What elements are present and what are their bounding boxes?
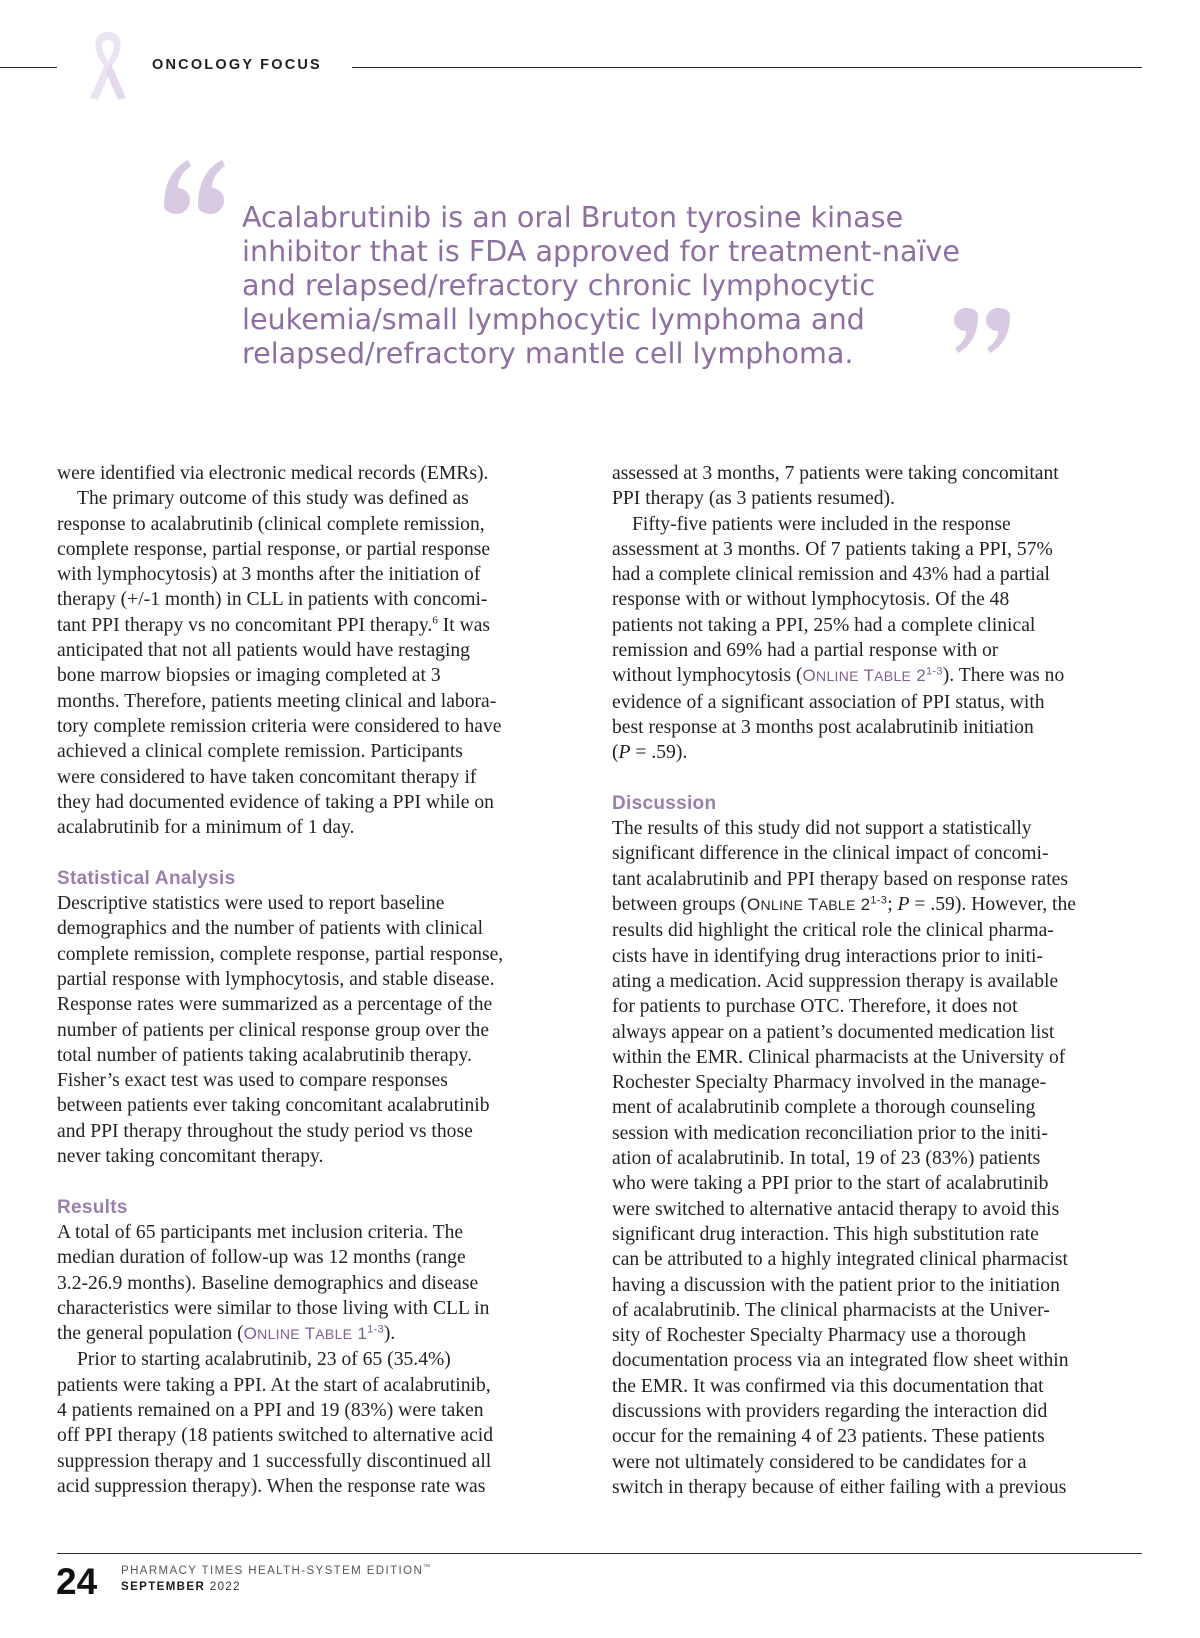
body-line: were considered to have taken concomitant therapy if <box>57 766 477 788</box>
header-rule-left <box>0 67 57 68</box>
body-line: The results of this study did not support a statistically <box>612 818 1032 840</box>
awareness-ribbon-icon <box>84 28 132 104</box>
body-line: Prior to starting acalabrutinib, 23 of 65 (35.4%) <box>77 1349 451 1371</box>
body-line: session with medication reconciliation prior to the initi- <box>612 1122 1048 1144</box>
body-line: for patients to purchase OTC. Therefore, it does not <box>612 996 1018 1018</box>
body-line: partial response with lymphocytosis, and stable disease. <box>57 968 495 990</box>
body-line: anticipated that not all patients would have restaging <box>57 640 470 662</box>
body-line: were identified via electronic medical records (EMRs). <box>57 463 489 484</box>
text-run: ; <box>887 894 898 916</box>
pull-quote-line: Acalabrutinib is an oral Bruton tyrosine kinase <box>242 200 904 234</box>
body-line: sity of Rochester Specialty Pharmacy use a thorough <box>612 1325 1027 1347</box>
body-line: total number of patients taking acalabrutinib therapy. <box>57 1044 472 1066</box>
body-line: Fifty-five patients were included in the response <box>632 513 1011 535</box>
ref-number: 1 <box>352 1324 368 1344</box>
body-line: and PPI therapy throughout the study period vs those <box>57 1120 473 1142</box>
p-value-symbol: P <box>897 894 910 916</box>
body-line: results did highlight the critical role the clinical pharma- <box>612 920 1054 942</box>
close-quote-icon <box>950 305 1012 357</box>
body-line: significant difference in the clinical impact of concomi- <box>612 843 1049 865</box>
ref-cap: T <box>858 666 875 686</box>
pull-quote-line: relapsed/refractory mantle cell lymphoma. <box>242 336 854 370</box>
body-line: having a discussion with the patient prior to the initiation <box>612 1274 1060 1296</box>
section-heading-statistical-analysis: Statistical Analysis <box>57 867 236 889</box>
body-line: of acalabrutinib. The clinical pharmacists at the Univer- <box>612 1299 1050 1321</box>
text-run: tant PPI therapy vs no concomitant PPI therapy. <box>57 614 433 636</box>
text-run: It was <box>437 614 491 636</box>
body-line: patients were taking a PPI. At the start of acalabrutinib, <box>57 1374 491 1396</box>
body-line: had a complete clinical remission and 43% had a partial <box>612 564 1050 586</box>
trademark-symbol: ™ <box>423 1564 432 1572</box>
body-line: Fisher’s exact test was used to compare responses <box>57 1070 448 1092</box>
body-line: Rochester Specialty Pharmacy involved in the manage- <box>612 1072 1047 1094</box>
body-line: within the EMR. Clinical pharmacists at the University of <box>612 1046 1066 1068</box>
body-line: they had documented evidence of taking a PPI while on <box>57 791 494 813</box>
body-line: The primary outcome of this study was defined as <box>77 488 469 510</box>
publication-title: PHARMACY TIMES HEALTH-SYSTEM EDITION <box>121 1565 424 1577</box>
section-heading-results: Results <box>57 1196 128 1218</box>
citation-superscript: 1-3 <box>925 665 943 678</box>
body-line <box>612 892 1147 918</box>
body-line: discussions with providers regarding the interaction did <box>612 1400 1048 1422</box>
body-line: number of patients per clinical response group over the <box>57 1019 490 1041</box>
body-line: acid suppression therapy). When the response rate was <box>57 1475 486 1497</box>
page-number: 24 <box>56 1561 98 1602</box>
body-line: A total of 65 participants met inclusion criteria. The <box>57 1221 464 1243</box>
body-line: never taking concomitant therapy. <box>57 1146 324 1168</box>
issue-date <box>121 1581 241 1593</box>
open-quote-icon <box>160 150 226 222</box>
body-line: therapy (+/-1 month) in CLL in patients with concomi- <box>57 589 488 611</box>
pull-quote-line: and relapsed/refractory chronic lymphocytic <box>242 268 876 302</box>
body-line: switch in therapy because of either failing with a previous <box>612 1476 1067 1498</box>
body-line: patients not taking a PPI, 25% had a complete clinical <box>612 614 1036 636</box>
pull-quote <box>242 200 1002 370</box>
body-line: response to acalabrutinib (clinical complete remission, <box>57 513 485 535</box>
ref-number: 2 <box>911 666 926 686</box>
right-column <box>612 461 1147 1500</box>
text-run: between groups ( <box>612 894 747 916</box>
body-line: PPI therapy (as 3 patients resumed). <box>612 488 895 510</box>
body-line: were not ultimately considered to be candidates for a <box>612 1451 1027 1473</box>
body-line: with lymphocytosis) at 3 months after the initiation of <box>57 564 481 586</box>
ref-smallcaps: NLINE <box>257 1326 300 1343</box>
body-line: assessed at 3 months, 7 patients were taking concomitant <box>612 463 1059 484</box>
body-line: the EMR. It was confirmed via this documentation that <box>612 1375 1044 1397</box>
text-run: = .59). <box>630 742 688 764</box>
body-line <box>612 740 1147 765</box>
left-column <box>57 461 585 1499</box>
text-run: ). There was no <box>942 665 1065 687</box>
ref-cap: T <box>803 895 819 915</box>
body-line: tant acalabrutinib and PPI therapy based on response rates <box>612 868 1068 890</box>
body-line: tory complete remission criteria were considered to have <box>57 715 502 737</box>
text-run: ( <box>612 742 619 764</box>
body-line: were switched to alternative antacid therapy to avoid this <box>612 1198 1060 1220</box>
body-line: best response at 3 months post acalabrutinib initiation <box>612 716 1034 738</box>
body-line <box>57 613 585 638</box>
body-line: can be attributed to a highly integrated clinical pharmacist <box>612 1249 1068 1271</box>
publication-name <box>121 1565 432 1577</box>
body-line: off PPI therapy (18 patients switched to alternative acid <box>57 1425 494 1447</box>
body-line: Descriptive statistics were used to report baseline <box>57 893 445 915</box>
issue-month: SEPTEMBER <box>121 1581 206 1593</box>
body-line: bone marrow biopsies or imaging completed at 3 <box>57 665 441 687</box>
body-line: evidence of a significant association of PPI status, with <box>612 691 1045 713</box>
ref-cap: O <box>746 895 761 915</box>
body-line: response with or without lymphocytosis. Of the 48 <box>612 589 1010 611</box>
pull-quote-line: inhibitor that is FDA approved for treatment-naïve <box>242 234 960 268</box>
body-line: significant drug interaction. This high substitution rate <box>612 1223 1039 1245</box>
citation-superscript: 6 <box>432 614 438 627</box>
paragraph-gap <box>57 1169 585 1194</box>
body-line: who were taking a PPI prior to the start of acalabrutinib <box>612 1173 1049 1195</box>
body-line: ment of acalabrutinib complete a thorough counseling <box>612 1097 1036 1119</box>
issue-year: 2022 <box>209 1581 241 1593</box>
p-value-symbol: P <box>618 742 631 764</box>
ref-smallcaps: ABLE <box>315 1326 353 1343</box>
body-line: ation of acalabrutinib. In total, 19 of 23 (83%) patients <box>612 1148 1041 1170</box>
body-line: months. Therefore, patients meeting clinical and labora- <box>57 690 497 712</box>
text-run: the general population ( <box>57 1323 244 1345</box>
text-run: = .59). However, the <box>909 894 1076 916</box>
body-line: complete response, partial response, or partial response <box>57 538 491 560</box>
text-run: ). <box>383 1323 396 1345</box>
ref-number: 2 <box>855 895 871 915</box>
body-line: median duration of follow-up was 12 months (range <box>57 1247 466 1269</box>
body-line: always appear on a patient’s documented medication list <box>612 1021 1055 1043</box>
ref-cap: O <box>802 666 817 686</box>
body-line: documentation process via an integrated flow sheet within <box>612 1350 1069 1372</box>
ref-cap: O <box>243 1324 258 1344</box>
footer-rule <box>57 1553 1142 1554</box>
body-line: assessment at 3 months. Of 7 patients taking a PPI, 57% <box>612 538 1053 560</box>
section-heading-discussion: Discussion <box>612 792 717 814</box>
body-line: characteristics were similar to those living with CLL in <box>57 1297 490 1319</box>
section-label: ONCOLOGY FOCUS <box>152 57 322 73</box>
body-line: achieved a clinical complete remission. Participants <box>57 741 463 763</box>
body-line: 4 patients remained on a PPI and 19 (83%) were taken <box>57 1399 484 1421</box>
body-line: occur for the remaining 4 of 23 patients. These patients <box>612 1426 1045 1448</box>
online-table-2-link[interactable] <box>747 895 887 914</box>
paragraph-gap <box>612 766 1147 791</box>
ref-cap: T <box>299 1324 316 1344</box>
text-run: without lymphocytosis ( <box>612 665 803 687</box>
ref-smallcaps: ABLE <box>818 897 856 914</box>
online-table-1-link[interactable] <box>244 1324 384 1343</box>
ref-smallcaps: NLINE <box>760 897 804 914</box>
citation-superscript: 1-3 <box>367 1323 384 1336</box>
header-rule-right <box>352 67 1142 68</box>
online-table-2-link[interactable] <box>803 666 943 685</box>
citation-superscript: 1-3 <box>870 894 888 907</box>
body-line: Response rates were summarized as a percentage of the <box>57 994 493 1016</box>
body-line: 3.2-26.9 months). Baseline demographics and disease <box>57 1272 479 1294</box>
body-line: suppression therapy and 1 successfully discontinued all <box>57 1450 492 1472</box>
body-line: acalabrutinib for a minimum of 1 day. <box>57 817 355 839</box>
body-line <box>612 663 1147 689</box>
ref-smallcaps: ABLE <box>874 668 912 685</box>
paragraph-gap <box>57 840 585 865</box>
body-line: between patients ever taking concomitant acalabrutinib <box>57 1095 490 1117</box>
body-line: demographics and the number of patients with clinical <box>57 918 484 940</box>
body-line: ating a medication. Acid suppression therapy is available <box>612 970 1059 992</box>
body-line: remission and 69% had a partial response with or <box>612 640 999 662</box>
ref-smallcaps: NLINE <box>816 668 859 685</box>
body-line <box>57 1321 585 1347</box>
body-line: cists have in identifying drug interactions prior to initi- <box>612 945 1043 967</box>
body-line: complete remission, complete response, partial response, <box>57 943 504 965</box>
pull-quote-line: leukemia/small lymphocytic lymphoma and <box>242 302 865 336</box>
